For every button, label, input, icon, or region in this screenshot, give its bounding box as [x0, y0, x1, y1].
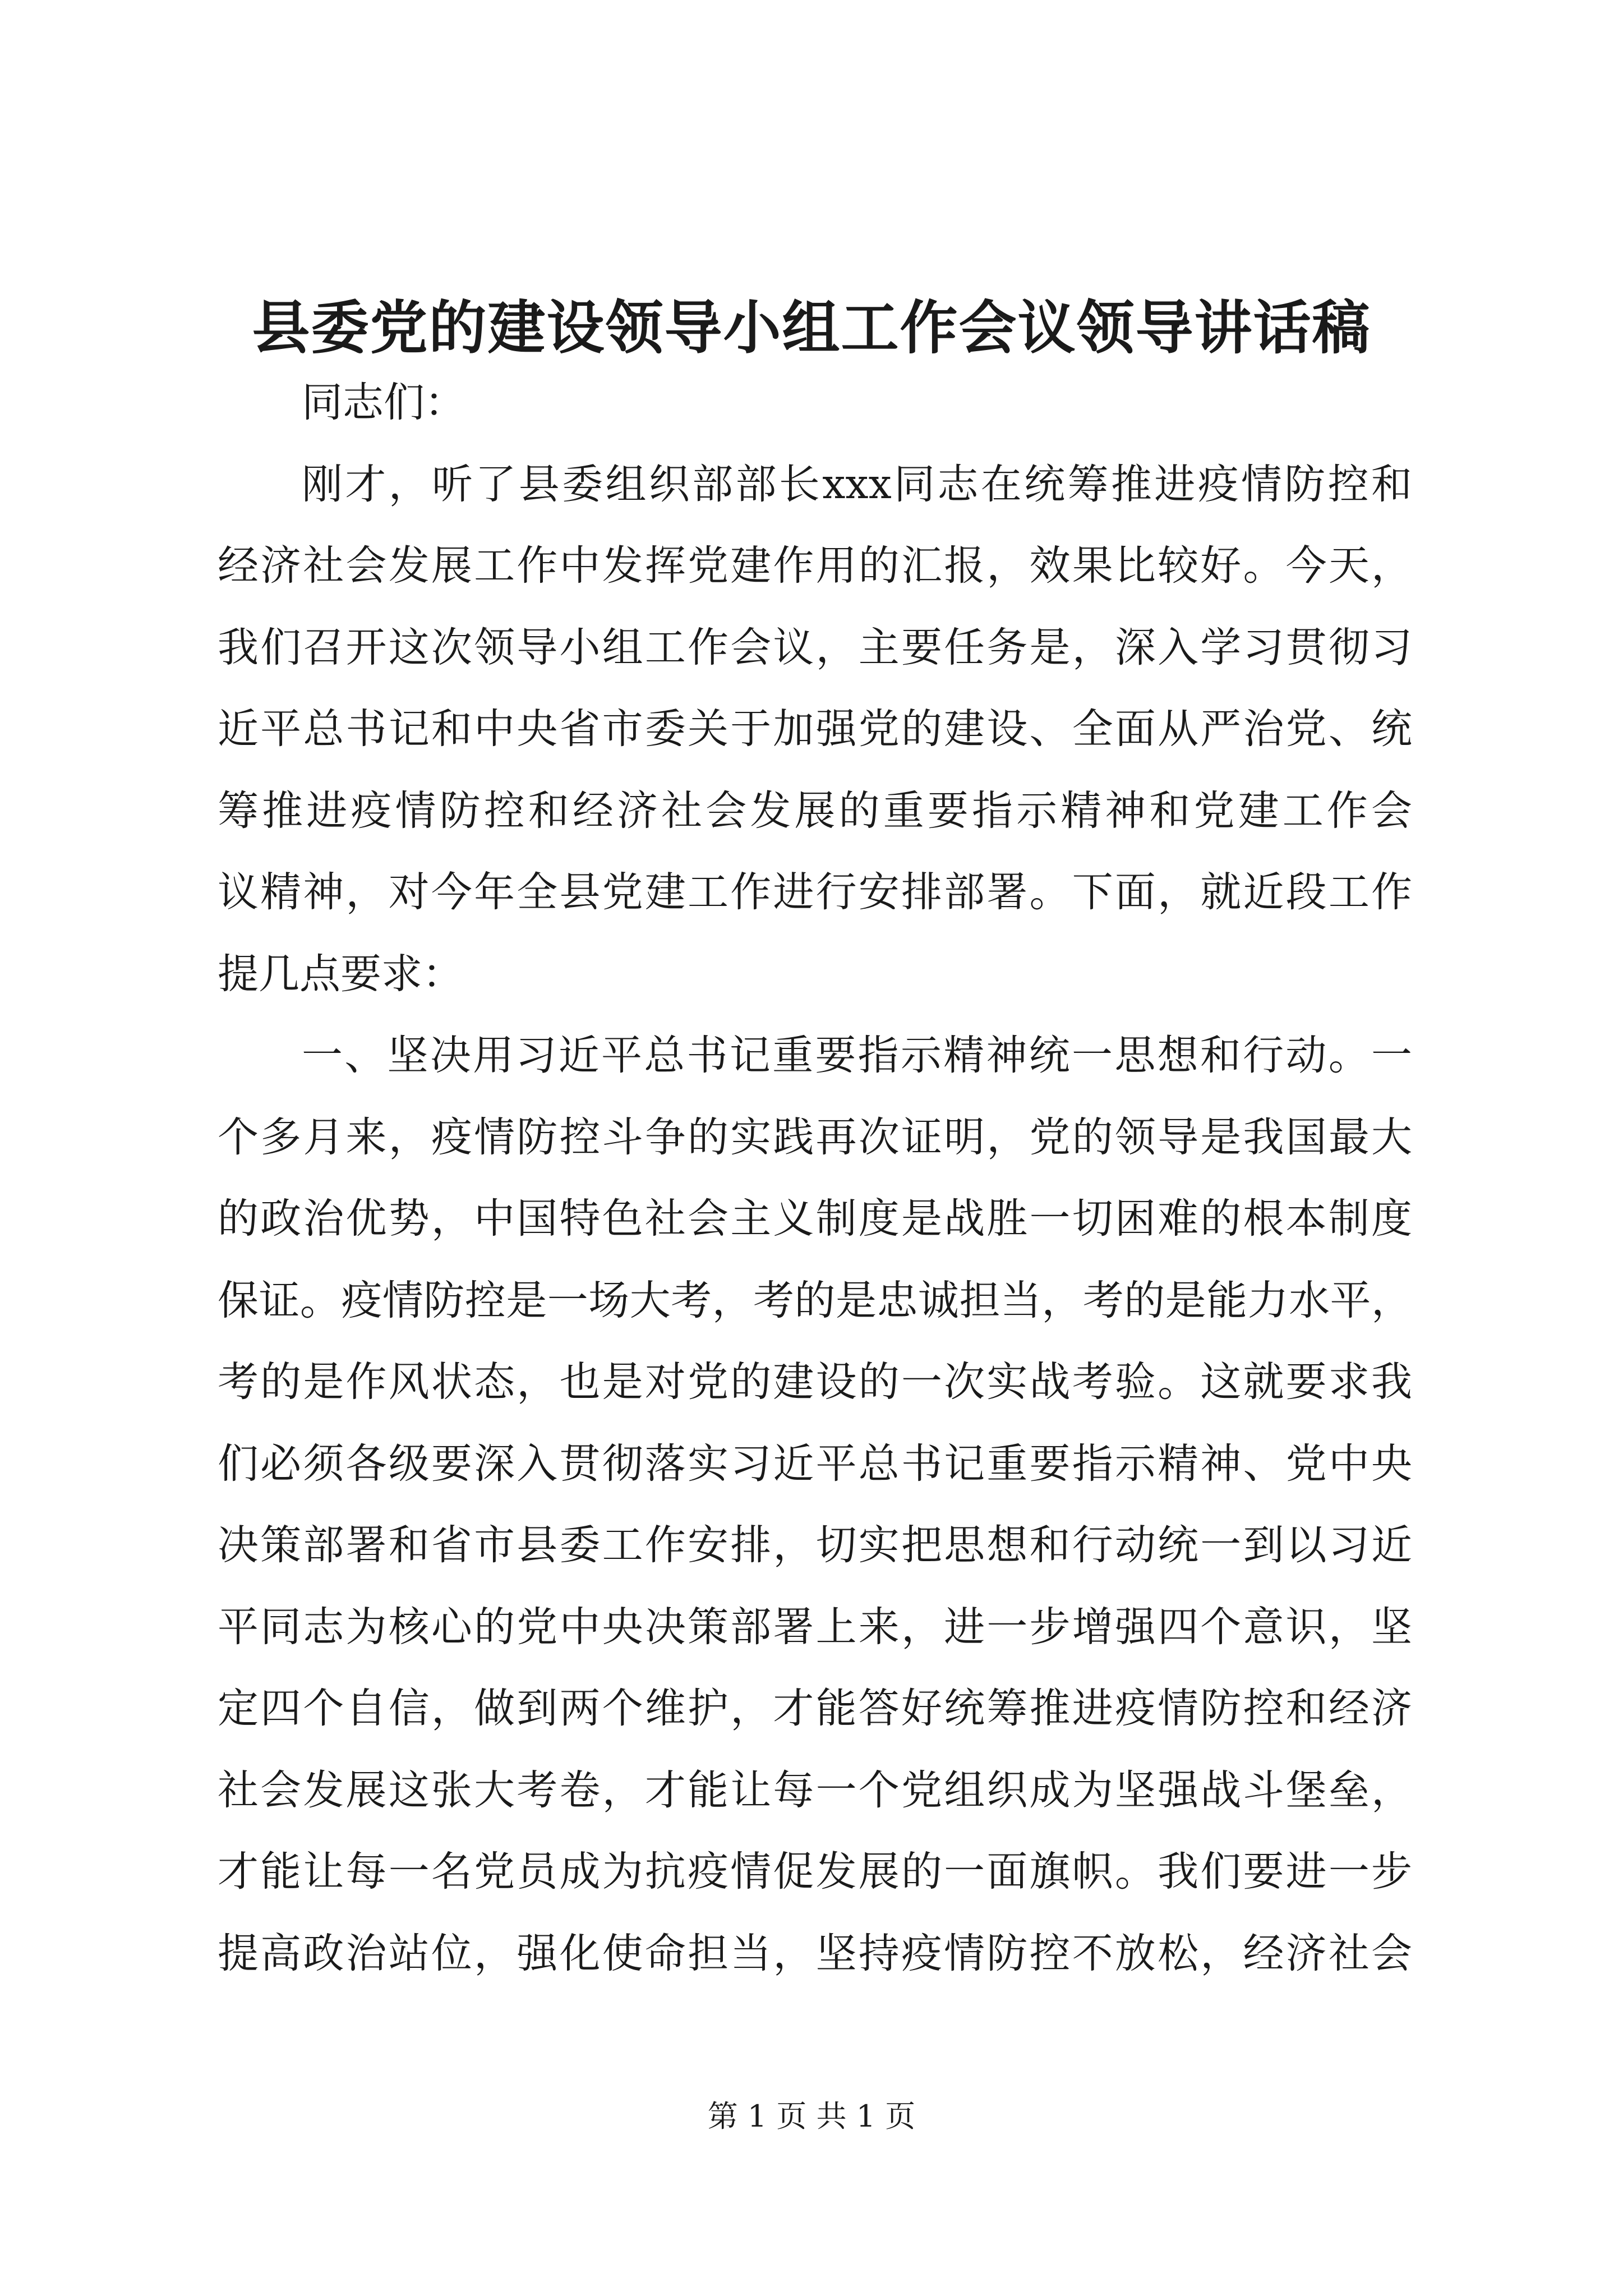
- body-line: 社会发展这张大考卷，才能让每一个党组织成为坚强战斗堡垒，: [218, 1766, 1412, 1814]
- body-line: 刚才，听了县委组织部部长xxx同志在统筹推进疫情防控和: [302, 460, 1412, 508]
- page-footer: 第 1 页 共 1 页: [707, 2099, 916, 2134]
- section-heading-line: 一、坚决用习近平总书记重要指示精神统一思想和行动。一: [302, 1032, 1412, 1079]
- body-line: 考的是作风状态，也是对党的建设的一次实战考验。这就要求我: [218, 1358, 1412, 1406]
- body-line: 才能让每一名党员成为抗疫情促发展的一面旗帜。我们要进一步: [218, 1848, 1412, 1895]
- body-line: 我们召开这次领导小组工作会议，主要任务是，深入学习贯彻习: [218, 623, 1412, 671]
- body-line: 议精神，对今年全县党建工作进行安排部署。下面，就近段工作: [218, 868, 1412, 916]
- body-line: 提几点要求：: [218, 950, 463, 998]
- body-line: 近平总书记和中央省市委关于加强党的建设、全面从严治党、统: [218, 705, 1412, 753]
- document-body: [218, 362, 1412, 1994]
- body-line: 的政治优势，中国特色社会主义制度是战胜一切困难的根本制度: [218, 1195, 1412, 1243]
- salutation-line: 同志们：: [302, 379, 465, 426]
- body-line: 平同志为核心的党中央决策部署上来，进一步增强四个意识，坚: [218, 1603, 1412, 1651]
- body-line: 经济社会发展工作中发挥党建作用的汇报，效果比较好。今天，: [218, 542, 1412, 590]
- document-title: 县委党的建设领导小组工作会议领导讲话稿: [252, 294, 1371, 362]
- body-line: 个多月来，疫情防控斗争的实践再次证明，党的领导是我国最大: [218, 1113, 1412, 1161]
- body-line: 定四个自信，做到两个维护，才能答好统筹推进疫情防控和经济: [218, 1685, 1412, 1732]
- body-line: 们必须各级要深入贯彻落实习近平总书记重要指示精神、党中央: [218, 1439, 1412, 1488]
- body-line: 筹推进疫情防控和经济社会发展的重要指示精神和党建工作会: [218, 786, 1412, 835]
- body-line: 提高政治站位，强化使命担当，坚持疫情防控不放松，经济社会: [218, 1929, 1412, 1977]
- body-line: 保证。疫情防控是一场大考，考的是忠诚担当，考的是能力水平，: [218, 1276, 1412, 1324]
- body-line: 决策部署和省市县委工作安排，切实把思想和行动统一到以习近: [218, 1521, 1412, 1569]
